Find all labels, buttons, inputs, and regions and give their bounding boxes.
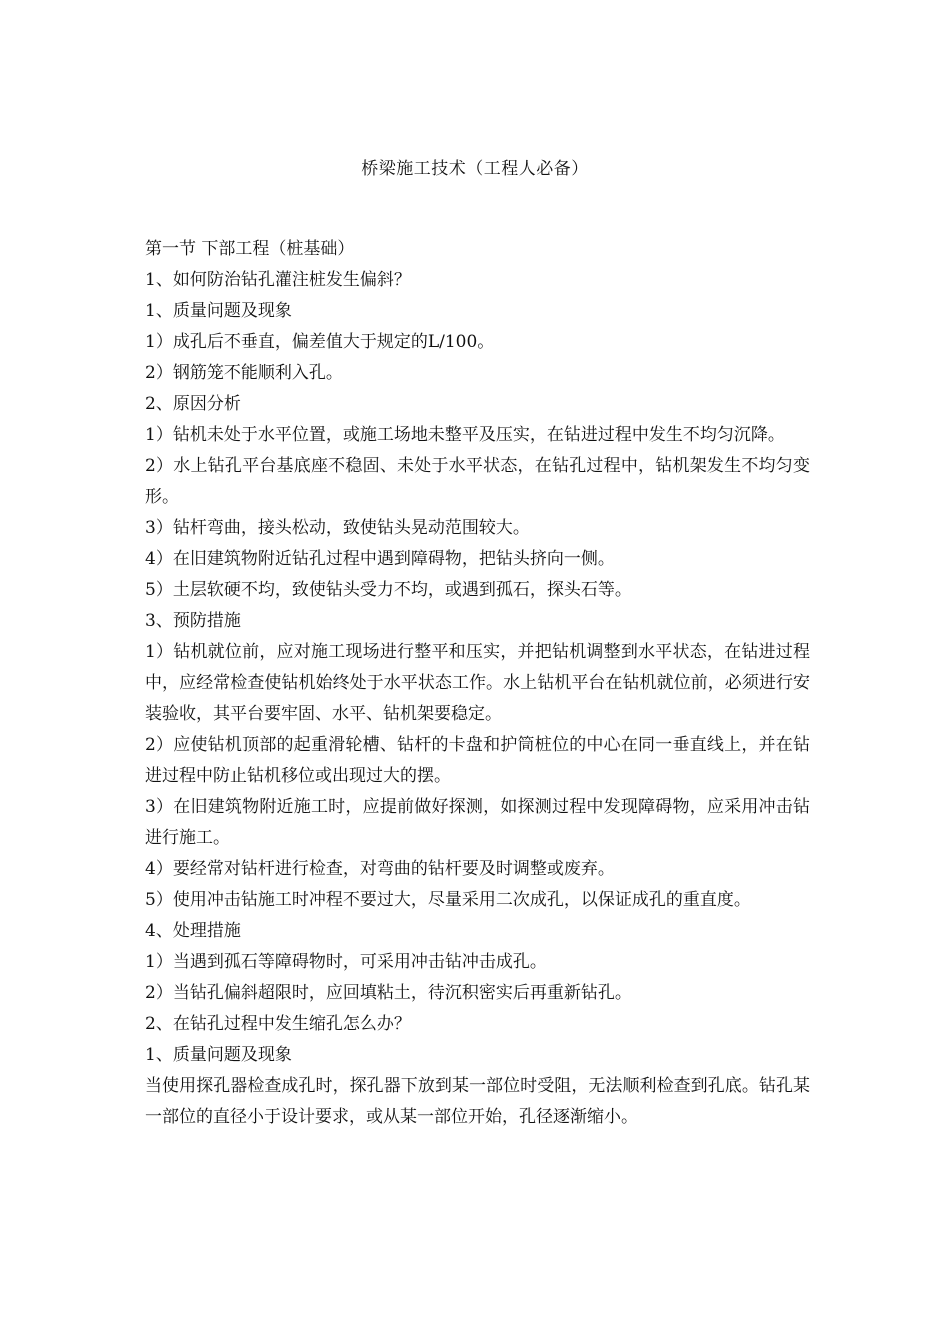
subsection-heading: 2、原因分析 xyxy=(145,394,241,414)
paragraph: 1）当遇到孤石等障碍物时，可采用冲击钻冲击成孔。 xyxy=(145,952,547,972)
subsection-heading: 1、质量问题及现象 xyxy=(145,1045,292,1065)
paragraph: 1）成孔后不垂直，偏差值大于规定的L/100。 xyxy=(145,332,495,352)
question-heading: 2、在钻孔过程中发生缩孔怎么办？ xyxy=(145,1014,411,1034)
question-heading: 1、如何防治钻孔灌注桩发生偏斜？ xyxy=(145,270,411,290)
subsection-heading: 3、预防措施 xyxy=(145,611,241,631)
paragraph: 当使用探孔器检查成孔时，探孔器下放到某一部位时受阻，无法顺利检查到孔底。钻孔某一部位的直径小于设计要求，或从某一部位开始，孔径逐渐缩小。 xyxy=(145,1076,810,1127)
paragraph: 3）在旧建筑物附近施工时，应提前做好探测，如探测过程中发现障碍物，应采用冲击钻进行施工。 xyxy=(145,797,810,848)
paragraph: 2）水上钻孔平台基底座不稳固、未处于水平状态，在钻孔过程中，钻机架发生不均匀变形。 xyxy=(145,456,810,507)
paragraph: 1）钻机就位前，应对施工现场进行整平和压实，并把钻机调整到水平状态，在钻进过程中，应经常检查使钻机始终处于水平状态工作。水上钻机平台在钻机就位前，必须进行安装验收，其平台要牢固、水平、钻机架要稳定。 xyxy=(145,642,810,724)
subsection-heading: 4、处理措施 xyxy=(145,921,241,941)
document-title: 桥梁施工技术（工程人必备） xyxy=(361,159,589,179)
paragraph: 5）使用冲击钻施工时冲程不要过大，尽量采用二次成孔，以保证成孔的重直度。 xyxy=(145,890,751,910)
paragraph: 4）要经常对钻杆进行检查，对弯曲的钻杆要及时调整或废弃。 xyxy=(145,859,615,879)
section-heading: 第一节 下部工程（桩基础） xyxy=(145,239,355,259)
paragraph: 5）土层软硬不均，致使钻头受力不均，或遇到孤石，探头石等。 xyxy=(145,580,632,600)
paragraph: 1）钻机未处于水平位置，或施工场地未整平及压实，在钻进过程中发生不均匀沉降。 xyxy=(145,425,785,445)
subsection-heading: 1、质量问题及现象 xyxy=(145,301,292,321)
paragraph: 4）在旧建筑物附近钻孔过程中遇到障碍物，把钻头挤向一侧。 xyxy=(145,549,615,569)
paragraph: 2）当钻孔偏斜超限时，应回填粘土，待沉积密实后再重新钻孔。 xyxy=(145,983,632,1003)
document-body xyxy=(145,234,810,1133)
paragraph: 3）钻杆弯曲，接头松动，致使钻头晃动范围较大。 xyxy=(145,518,530,538)
paragraph: 2）应使钻机顶部的起重滑轮槽、钻杆的卡盘和护筒桩位的中心在同一垂直线上，并在钻进过程中防止钻机移位或出现过大的摆。 xyxy=(145,735,810,786)
paragraph: 2）钢筋笼不能顺利入孔。 xyxy=(145,363,343,383)
